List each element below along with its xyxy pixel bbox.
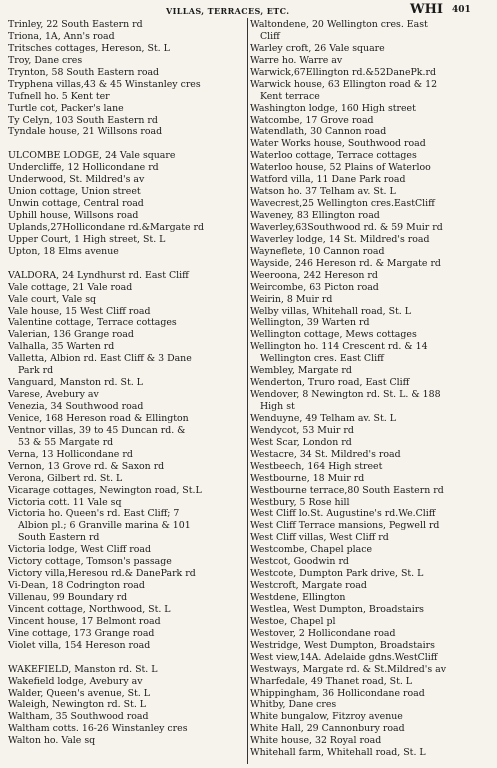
directory-entry: Uplands,27Hollicondane rd.&Margate rd [8, 221, 205, 233]
directory-entry: Weeroona, 242 Hereson rd [250, 269, 378, 281]
directory-entry: Vincent house, 17 Belmont road [8, 615, 161, 627]
directory-entry: Unwin cottage, Central road [8, 198, 144, 210]
entry-continuation: Albion pl.; 6 Granville marina & 101 [18, 520, 191, 532]
directory-entry: Tufnell ho. 5 Kent ter [8, 90, 110, 102]
entry-continuation: South Eastern rd [18, 532, 100, 544]
directory-entry: Watcombe, 17 Grove road [250, 114, 374, 126]
directory-entry: Varese, Avebury av [8, 389, 99, 401]
directory-entry: Waleigh, Newington rd. St. L [8, 699, 147, 711]
directory-entry: VALDORA, 24 Lyndhurst rd. East Cliff [8, 269, 189, 281]
directory-entry: Valhalla, 35 Warten rd [8, 341, 115, 353]
section-code: WHI [410, 2, 443, 17]
directory-entry: Tyndale house, 21 Willsons road [8, 126, 163, 138]
directory-entry: Wellington ho. 114 Crescent rd. & 14 [250, 341, 428, 353]
directory-entry: Waltham cotts. 16-26 Winstanley cres [8, 723, 188, 735]
entry-continuation: High st [260, 401, 295, 412]
directory-entry: Villenau, 99 Boundary rd [8, 592, 128, 603]
directory-entry: Westover, 2 Hollicondane road [250, 627, 396, 639]
directory-entry: West view,14A. Adelaide gdns.WestCliff [250, 651, 438, 663]
directory-entry: Troy, Dane cres [8, 54, 83, 66]
directory-entry: Vale cottage, 21 Vale road [8, 281, 133, 293]
directory-entry: Ty Celyn, 103 South Eastern rd [8, 114, 158, 126]
directory-entry: Westdene, Ellington [250, 592, 346, 603]
directory-entry: Warwick,67Ellington rd.&52DanePk.rd [250, 66, 436, 78]
directory-entry: West Cliff Terrace mansions, Pegwell rd [250, 520, 440, 532]
directory-entry: Watendlath, 30 Cannon road [250, 126, 387, 138]
directory-entry: White bungalow, Fitzroy avenue [250, 711, 403, 723]
directory-entry: Ventnor villas, 39 to 45 Duncan rd. & [8, 424, 186, 436]
entry-continuation: Kent terrace [260, 90, 320, 102]
directory-entry: Westways, Margate rd. & St.Mildred's av [250, 663, 447, 675]
directory-entry: Tryphena villas,43 & 45 Winstanley cres [8, 78, 201, 90]
directory-entry: Valerian, 136 Grange road [8, 329, 134, 341]
directory-entry: Waterloo cottage, Terrace cottages [250, 150, 417, 162]
directory-entry: ULCOMBE LODGE, 24 Vale square [8, 150, 176, 162]
directory-entry: Venice, 168 Hereson road & Ellington [8, 412, 189, 424]
directory-entry: Venezia, 34 Southwood road [8, 401, 144, 412]
directory-entry: Walton ho. Vale sq [8, 735, 96, 747]
directory-entry: Upton, 18 Elms avenue [8, 245, 119, 257]
running-title: VILLAS, TERRACES, ETC. [166, 6, 290, 16]
directory-entry: Wendover, 8 Newington rd. St. L. & 188 [250, 389, 441, 401]
directory-entry: West Scar, London rd [250, 436, 352, 448]
directory-entry: Triona, 1A, Ann's road [8, 30, 115, 42]
left-column [8, 19, 246, 747]
directory-entry: Westcombe, Chapel place [250, 544, 373, 556]
directory-entry: Weircombe, 63 Picton road [250, 281, 379, 293]
directory-entry: Westbourne terrace,80 South Eastern rd [250, 484, 444, 496]
directory-entry: Victoria ho. Queen's rd. East Cliff; 7 [8, 508, 180, 520]
directory-entry: Westcote, Dumpton Park drive, St. L [250, 568, 424, 580]
directory-entry: Westacre, 34 St. Mildred's road [250, 448, 401, 460]
directory-entry: Westoe, Chapel pl [250, 615, 336, 627]
entry-continuation: 53 & 55 Margate rd [18, 436, 114, 448]
directory-entry: West Cliff villas, West Cliff rd [250, 532, 389, 544]
page-number: 401 [452, 5, 471, 15]
directory-entry: Vale house, 15 West Cliff road [8, 305, 151, 317]
directory-entry: Wellington cottage, Mews cottages [250, 329, 417, 341]
directory-entry: Warre ho. Warre av [250, 54, 343, 66]
directory-entry: Water Works house, Southwood road [250, 138, 426, 150]
directory-entry: Victory villa,Heresou rd.& DanePark rd [8, 568, 196, 580]
directory-entry: Trynton, 58 South Eastern road [8, 66, 160, 78]
directory-entry: Underwood, St. Mildred's av [8, 174, 145, 186]
directory-entry: Wayside, 246 Hereson rd. & Margate rd [250, 257, 441, 269]
directory-entry: West Cliff lo.St. Augustine's rd.We.Cliff [250, 508, 436, 520]
directory-entry: Vernon, 13 Grove rd. & Saxon rd [8, 460, 165, 472]
right-column [250, 19, 492, 759]
section-spacer [8, 258, 246, 270]
directory-entry: Westbury, 5 Rose hill [250, 496, 350, 508]
directory-entry: Verona, Gilbert rd. St. L [8, 472, 123, 484]
directory-entry: Vincent cottage, Northwood, St. L [8, 603, 171, 615]
directory-entry: Victoria cott. 11 Vale sq [8, 496, 122, 508]
directory-entry: Waterloo house, 52 Plains of Waterloo [250, 162, 431, 174]
directory-entry: Wenduyne, 49 Telham av. St. L [250, 412, 396, 424]
directory-entry: Victory cottage, Tomson's passage [8, 556, 172, 568]
directory-entry: Undercliffe, 12 Hollicondane rd [8, 162, 159, 174]
directory-entry: Vanguard, Manston rd. St. L [8, 377, 143, 389]
directory-entry: Watford villa, 11 Dane Park road [250, 174, 406, 186]
directory-entry: Vale court, Vale sq [8, 293, 97, 305]
column-divider [247, 18, 248, 764]
directory-entry: Uphill house, Willsons road [8, 210, 139, 221]
page-header [0, 2, 497, 18]
directory-entry: Warwick house, 63 Ellington road & 12 [250, 78, 438, 90]
directory-entry: Weirin, 8 Muir rd [250, 293, 333, 305]
directory-entry: Waveney, 83 Ellington road [250, 210, 380, 221]
directory-entry: Walder, Queen's avenue, St. L [8, 687, 150, 699]
directory-entry: Wendycot, 53 Muir rd [250, 424, 354, 436]
directory-entry: Vicarage cottages, Newington road, St.L [8, 484, 202, 496]
directory-entry: Westridge, West Dumpton, Broadstairs [250, 639, 435, 651]
directory-entry: Waltham, 35 Southwood road [8, 711, 149, 723]
directory-entry: Victoria lodge, West Cliff road [8, 544, 151, 556]
directory-entry: Whitby, Dane cres [250, 699, 337, 711]
directory-entry: White Hall, 29 Cannonbury road [250, 723, 405, 735]
directory-entry: Whitehall farm, Whitehall road, St. L [250, 747, 426, 759]
directory-entry: Westcroft, Margate road [250, 580, 367, 592]
directory-entry: White house, 32 Royal road [250, 735, 382, 747]
directory-entry: Westbeech, 164 High street [250, 460, 383, 472]
directory-entry: Wharfedale, 49 Thanet road, St. L [250, 675, 413, 687]
directory-entry: Waverley,63Southwood rd. & 59 Muir rd [250, 221, 443, 233]
directory-entry: Whippingham, 36 Hollicondane road [250, 687, 425, 699]
directory-entry: Union cottage, Union street [8, 186, 141, 198]
section-spacer [8, 652, 246, 664]
entry-continuation: Park rd [18, 365, 54, 377]
directory-entry: Vine cottage, 173 Grange road [8, 627, 155, 639]
directory-entry: Westlea, West Dumpton, Broadstairs [250, 603, 424, 615]
directory-entry: Waltondene, 20 Wellington cres. East [250, 19, 428, 30]
directory-entry: Waverley lodge, 14 St. Mildred's road [250, 233, 430, 245]
directory-entry: Valentine cottage, Terrace cottages [8, 317, 177, 329]
directory-entry: Welby villas, Whitehall road, St. L [250, 305, 411, 317]
entry-continuation: Cliff [260, 30, 280, 42]
directory-entry: WAKEFIELD, Manston rd. St. L [8, 663, 158, 675]
directory-entry: Valletta, Albion rd. East Cliff & 3 Dane [8, 353, 192, 365]
directory-entry: Warley croft, 26 Vale square [250, 42, 385, 54]
directory-entry: Washington lodge, 160 High street [250, 102, 416, 114]
section-spacer [8, 138, 246, 150]
directory-entry: Wayneflete, 10 Cannon road [250, 245, 385, 257]
directory-entry: Westbourne, 18 Muir rd [250, 472, 365, 484]
directory-entry: Tritsches cottages, Hereson, St. L [8, 42, 170, 54]
directory-entry: Wakefield lodge, Avebury av [8, 675, 143, 687]
directory-entry: Upper Court, 1 High street, St. L [8, 233, 166, 245]
directory-entry: Wavecrest,25 Wellington cres.EastCliff [250, 198, 435, 210]
directory-entry: Vi-Dean, 18 Codrington road [8, 580, 145, 592]
directory-entry: Trinley, 22 South Eastern rd [8, 19, 143, 30]
directory-entry: Westcot, Goodwin rd [250, 556, 349, 568]
entry-continuation: Wellington cres. East Cliff [260, 353, 384, 365]
directory-entry: Turtle cot, Packer's lane [8, 102, 124, 114]
directory-entry: Watson ho. 37 Telham av. St. L [250, 186, 396, 198]
directory-entry: Wellington, 39 Warten rd [250, 317, 370, 329]
directory-entry: Violet villa, 154 Hereson road [8, 639, 151, 651]
directory-entry: Wembley, Margate rd [250, 365, 352, 377]
directory-entry: Verna, 13 Hollicondane rd [8, 448, 133, 460]
directory-entry: Wenderton, Truro road, East Cliff [250, 377, 410, 389]
